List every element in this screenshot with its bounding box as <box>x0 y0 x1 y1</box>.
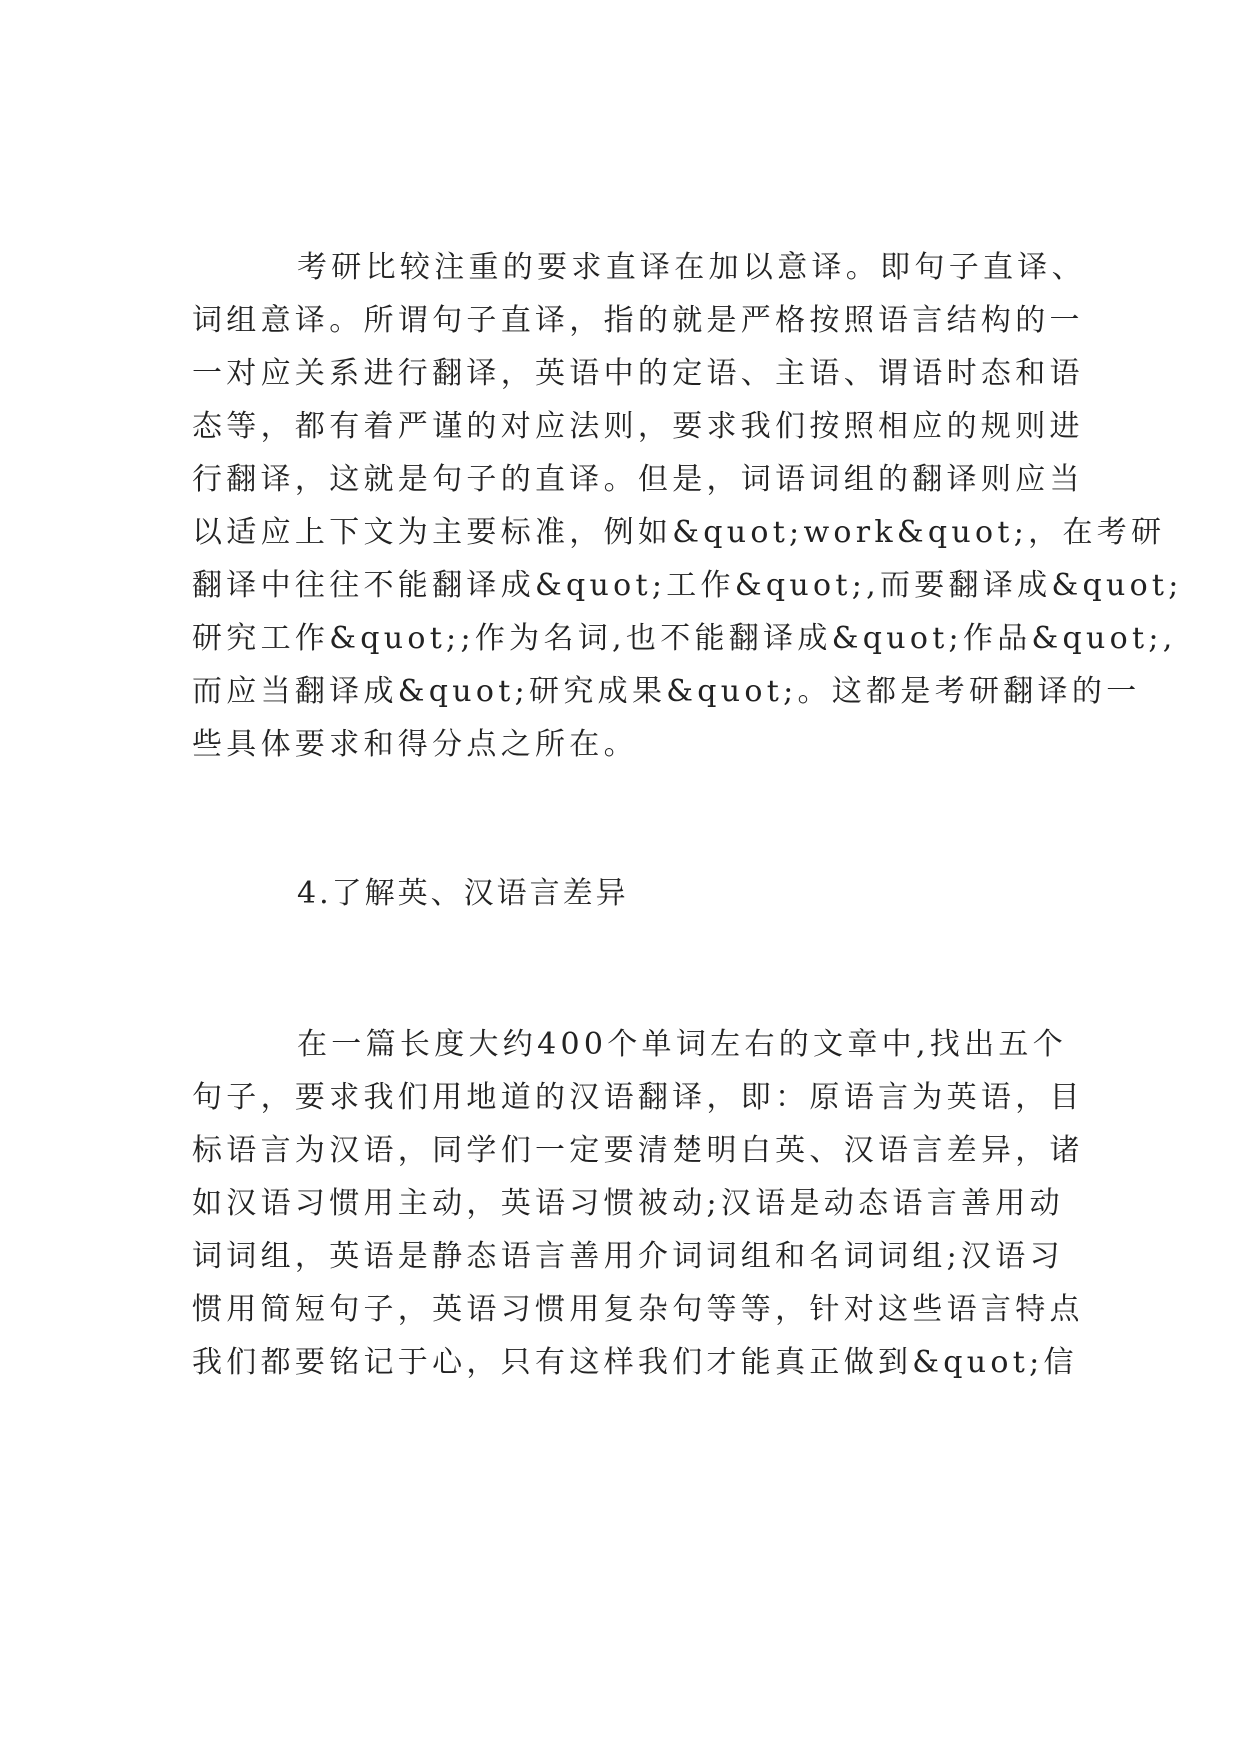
paragraph-1-line-5: 行翻译，这就是句子的直译。但是，词语词组的翻译则应当 <box>192 462 1084 497</box>
paragraph-2-line-7: 我们都要铭记于心，只有这样我们才能真正做到&quot;信 <box>192 1345 1078 1380</box>
paragraph-2-line-5: 词词组，英语是静态语言善用介词词组和名词词组;汉语习 <box>192 1239 1064 1274</box>
paragraph-1-line-9: 而应当翻译成&quot;研究成果&quot;。这都是考研翻译的一 <box>192 674 1141 709</box>
paragraph-1-line-4: 态等，都有着严谨的对应法则，要求我们按照相应的规则进 <box>192 409 1084 444</box>
paragraph-1-line-7: 翻译中往往不能翻译成&quot;工作&quot;,而要翻译成&quot; <box>192 568 1183 603</box>
paragraph-2-line-3: 标语言为汉语，同学们一定要清楚明白英、汉语言差异，诸 <box>192 1133 1084 1168</box>
paragraph-1-line-2: 词组意译。所谓句子直译，指的就是严格按照语言结构的一 <box>192 303 1084 338</box>
paragraph-2-line-6: 惯用简短句子，英语习惯用复杂句等等，针对这些语言特点 <box>192 1292 1084 1327</box>
paragraph-1-line-8: 研究工作&quot;;作为名词,也不能翻译成&quot;作品&quot;, <box>192 621 1177 656</box>
paragraph-2-line-1: 在一篇长度大约400个单词左右的文章中,找出五个 <box>297 1027 1067 1062</box>
paragraph-1-line-3: 一对应关系进行翻译，英语中的定语、主语、谓语时态和语 <box>192 356 1084 391</box>
paragraph-2-line-2: 句子，要求我们用地道的汉语翻译，即：原语言为英语，目 <box>192 1080 1084 1115</box>
paragraph-1-line-6: 以适应上下文为主要标准，例如&quot;work&quot;，在考研 <box>192 515 1166 550</box>
paragraph-1-line-1: 考研比较注重的要求直译在加以意译。即句子直译、 <box>297 250 1086 285</box>
section-heading: 4.了解英、汉语言差异 <box>297 876 629 911</box>
paragraph-2-line-4: 如汉语习惯用主动，英语习惯被动;汉语是动态语言善用动 <box>192 1186 1064 1221</box>
paragraph-1-line-10: 些具体要求和得分点之所在。 <box>192 727 638 762</box>
